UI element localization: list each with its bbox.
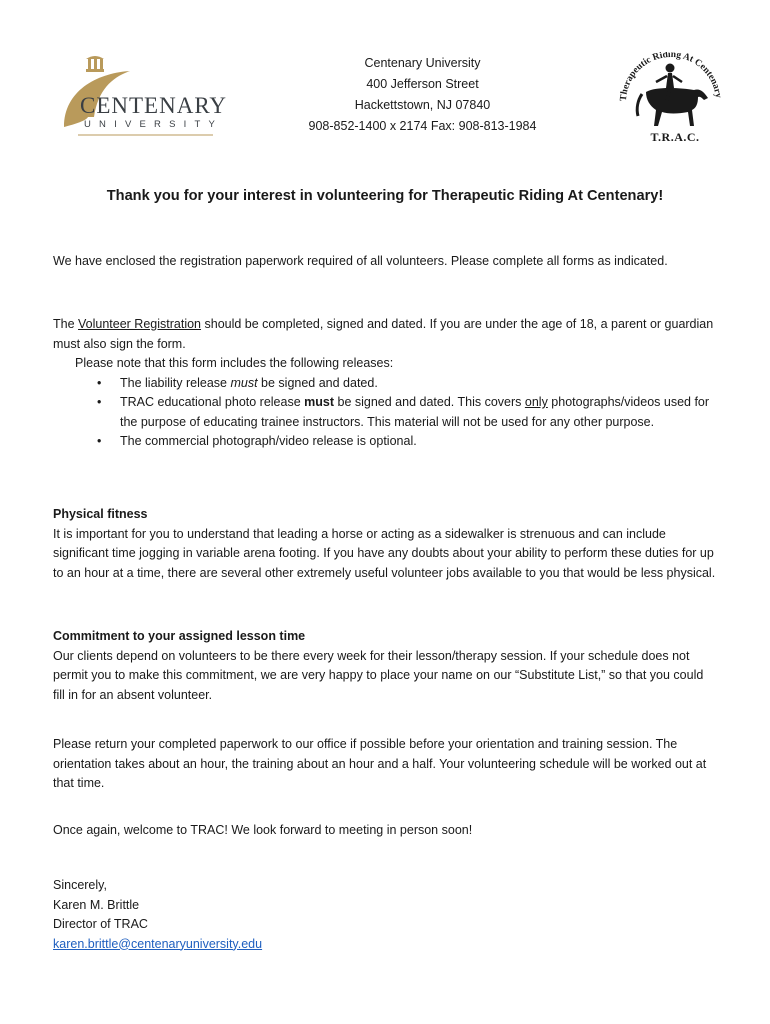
phone-fax-line: 908-852-1400 x 2174 Fax: 908-813-1984 xyxy=(308,119,537,133)
email-link[interactable]: karen.brittle@centenaryuniversity.edu xyxy=(53,936,263,951)
commitment-body: Our clients depend on volunteers to be there every week for their lesson/therapy session. If your schedule does not permit you to make this commitment, we are very happy to place your name on our “Substitute List,” so that you could fill in for an absent volunteer. xyxy=(53,648,704,702)
return-paragraph xyxy=(53,735,718,794)
commitment-section xyxy=(53,627,718,705)
fitness-section xyxy=(53,505,718,583)
fitness-heading: Physical fitness xyxy=(53,507,148,521)
welcome-paragraph xyxy=(53,821,718,841)
address-line: 400 Jefferson Street xyxy=(366,77,479,91)
intro-text: We have enclosed the registration paperwork required of all volunteers. Please complete all forms as indicated. xyxy=(53,254,668,268)
closing: Sincerely, xyxy=(53,878,107,892)
address-line: Centenary University xyxy=(364,56,481,70)
letter-title: Thank you for your interest in volunteering for Therapeutic Riding At Centenary! xyxy=(106,188,664,204)
logo-subtitle: UNIVERSITY xyxy=(84,119,224,130)
list-item: • TRAC educational photo release must be signed and dated. This covers only photographs/videos used for the purpose of educating trainee instructors. This material will not be used for any other purpose. xyxy=(97,395,710,429)
signer-name: Karen M. Brittle xyxy=(53,897,140,912)
releases-list xyxy=(53,374,718,452)
list-item: • The liability release must be signed and dated. xyxy=(97,375,378,390)
address-block xyxy=(250,53,595,137)
registration-paragraph xyxy=(53,315,718,452)
commitment-heading: Commitment to your assigned lesson time xyxy=(53,629,306,643)
signature-block xyxy=(53,876,718,954)
list-item: • The commercial photograph/video release is optional. xyxy=(97,434,417,448)
intro-paragraph xyxy=(53,252,718,272)
address-line: Hackettstown, NJ 07840 xyxy=(354,98,491,112)
releases-intro: Please note that this form includes the following releases: xyxy=(75,356,394,370)
logo-wordmark: CENTENARY xyxy=(80,93,227,118)
return-body: Please return your completed paperwork to our office if possible before your orientation and training session. The orientation takes about an hour, the training about an hour and a half. Your volunteering schedule will be worked out at that time. xyxy=(53,737,707,790)
centenary-university-logo xyxy=(58,55,227,137)
fitness-body: It is important for you to understand that leading a horse or acting as a sidewalker is strenuous and can include significant time jogging in variable arena footing. If you have any doubts about your ability to perform these duties for up to an hour at a time, there are several other extremely useful volunteer jobs available to you that would be less physical. xyxy=(53,526,716,580)
trac-abbreviation: T.R.A.C. xyxy=(650,130,700,144)
logo-arc-text: Therapeutic Riding At Centenary xyxy=(618,52,723,102)
signer-title: Director of TRAC xyxy=(53,917,148,931)
registration-text: The Volunteer Registration should be completed, signed and dated. If you are under the age of 18, a parent or guardian must also sign the form. xyxy=(53,317,714,351)
volunteer-registration-link: Volunteer Registration xyxy=(78,317,202,331)
welcome-text: Once again, welcome to TRAC! We look forward to meeting in person soon! xyxy=(53,823,473,837)
